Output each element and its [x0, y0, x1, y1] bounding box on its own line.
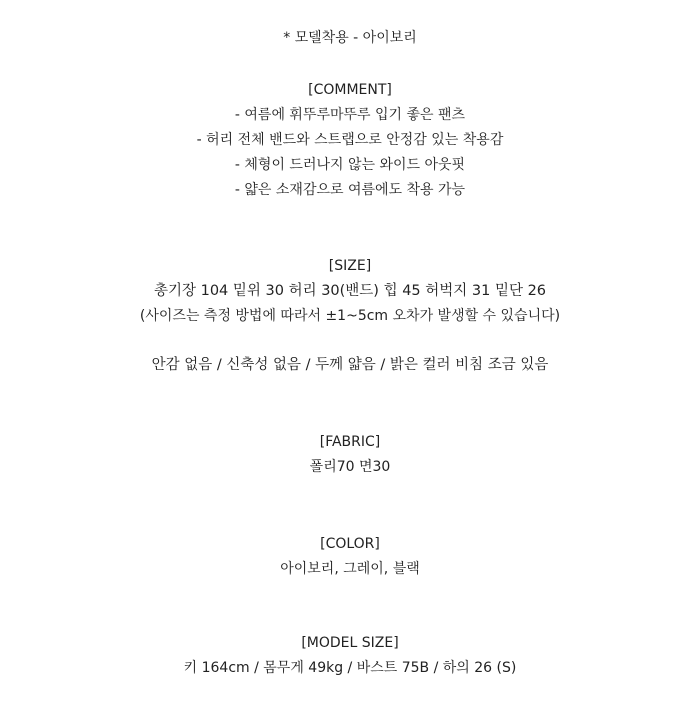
comment-line: - 여름에 휘뚜루마뚜루 입기 좋은 팬츠	[234, 107, 466, 123]
comment-line: - 체형이 드러나지 않는 와이드 아웃핏	[234, 157, 466, 173]
size-note: (사이즈는 측정 방법에 따라서 ±1~5cm 오차가 발생할 수 있습니다)	[139, 308, 561, 324]
size-heading: [SIZE]	[328, 258, 372, 274]
model-size-value: 키 164cm / 몸무게 49kg / 바스트 75B / 하의 26 (S)	[183, 660, 517, 676]
model-note: * 모델착용 - 아이보리	[283, 30, 417, 46]
comment-heading: [COMMENT]	[308, 82, 392, 98]
color-heading: [COLOR]	[320, 536, 380, 552]
size-details: 안감 없음 / 신축성 없음 / 두께 얇음 / 밝은 컬러 비침 조금 있음	[151, 357, 549, 373]
fabric-heading: [FABRIC]	[319, 434, 381, 450]
color-value: 아이보리, 그레이, 블랙	[280, 561, 420, 577]
comment-line: - 얇은 소재감으로 여름에도 착용 가능	[234, 182, 466, 198]
comment-line: - 허리 전체 밴드와 스트랩으로 안정감 있는 착용감	[196, 132, 504, 148]
model-size-heading: [MODEL SIZE]	[301, 635, 399, 651]
size-measurements: 총기장 104 밑위 30 허리 30(밴드) 힙 45 허벅지 31 밑단 26	[153, 283, 547, 299]
fabric-value: 폴리70 면30	[309, 459, 391, 475]
